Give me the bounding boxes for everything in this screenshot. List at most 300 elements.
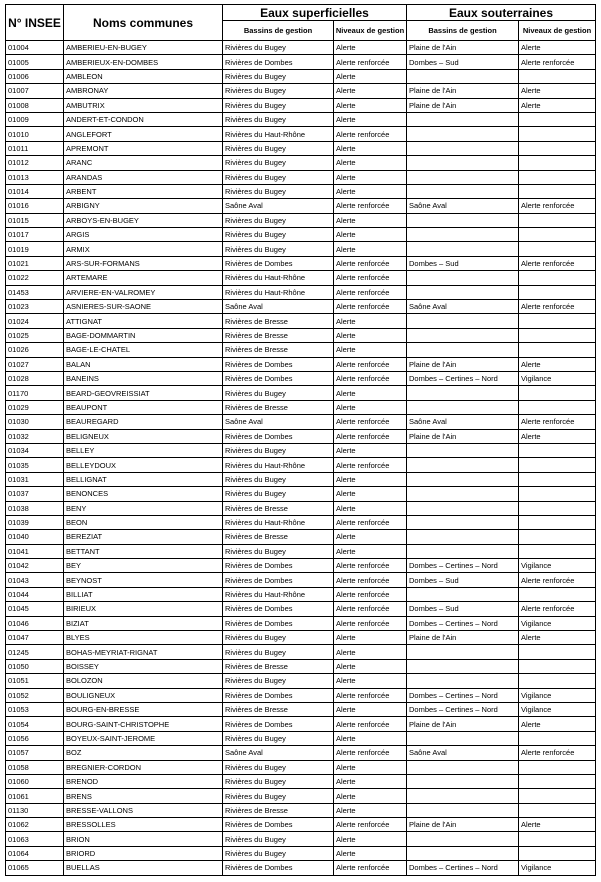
cell-underground-bassin: Dombes – Certines – Nord: [407, 616, 519, 630]
table-row: [6, 602, 596, 616]
cell-insee: 01016: [6, 199, 64, 213]
table-row: [6, 631, 596, 645]
cell-underground-bassin: [407, 515, 519, 529]
cell-commune: BEAUREGARD: [64, 415, 223, 429]
cell-underground-bassin: Dombes – Certines – Nord: [407, 702, 519, 716]
table-row: [6, 803, 596, 817]
table-row: [6, 688, 596, 702]
cell-surface-niveau: Alerte: [334, 789, 407, 803]
cell-insee: 01061: [6, 789, 64, 803]
table-row: [6, 429, 596, 443]
cell-surface-niveau: Alerte renforcée: [334, 559, 407, 573]
cell-surface-niveau: Alerte: [334, 184, 407, 198]
cell-surface-bassin: Rivières de Bresse: [223, 803, 334, 817]
cell-surface-niveau: Alerte renforcée: [334, 415, 407, 429]
cell-surface-bassin: Rivières de Dombes: [223, 717, 334, 731]
cell-underground-niveau: [519, 213, 596, 227]
cell-underground-niveau: Alerte renforcée: [519, 602, 596, 616]
cell-underground-niveau: Alerte renforcée: [519, 256, 596, 270]
table-row: [6, 41, 596, 55]
table-body: [6, 41, 596, 876]
table-row: [6, 861, 596, 875]
cell-underground-niveau: [519, 156, 596, 170]
cell-surface-bassin: Rivières du Bugey: [223, 141, 334, 155]
cell-underground-niveau: Alerte: [519, 818, 596, 832]
cell-insee: 01056: [6, 731, 64, 745]
cell-commune: BAGE-LE-CHATEL: [64, 343, 223, 357]
cell-commune: BOZ: [64, 746, 223, 760]
cell-underground-bassin: Dombes – Sud: [407, 602, 519, 616]
cell-commune: ARGIS: [64, 228, 223, 242]
cell-underground-bassin: [407, 69, 519, 83]
cell-surface-bassin: Rivières du Bugey: [223, 674, 334, 688]
table-container: [5, 4, 596, 876]
cell-insee: 01009: [6, 112, 64, 126]
cell-surface-bassin: Rivières du Haut-Rhône: [223, 515, 334, 529]
cell-insee: 01015: [6, 213, 64, 227]
cell-commune: BOULIGNEUX: [64, 688, 223, 702]
cell-underground-niveau: [519, 271, 596, 285]
cell-underground-bassin: Plaine de l'Ain: [407, 631, 519, 645]
cell-insee: 01053: [6, 702, 64, 716]
cell-commune: BUELLAS: [64, 861, 223, 875]
table-row: [6, 400, 596, 414]
table-row: [6, 515, 596, 529]
cell-surface-niveau: Alerte: [334, 774, 407, 788]
cell-commune: BELIGNEUX: [64, 429, 223, 443]
table-row: [6, 127, 596, 141]
cell-underground-niveau: [519, 285, 596, 299]
table-row: [6, 487, 596, 501]
cell-underground-bassin: [407, 803, 519, 817]
cell-underground-bassin: Plaine de l'Ain: [407, 41, 519, 55]
cell-surface-niveau: Alerte renforcée: [334, 300, 407, 314]
cell-surface-niveau: Alerte renforcée: [334, 371, 407, 385]
table-row: [6, 141, 596, 155]
table-row: [6, 55, 596, 69]
cell-underground-bassin: [407, 443, 519, 457]
cell-surface-niveau: Alerte renforcée: [334, 127, 407, 141]
cell-insee: 01028: [6, 371, 64, 385]
cell-surface-bassin: Rivières du Bugey: [223, 731, 334, 745]
cell-surface-niveau: Alerte: [334, 386, 407, 400]
cell-underground-niveau: [519, 803, 596, 817]
cell-commune: ARS-SUR-FORMANS: [64, 256, 223, 270]
cell-surface-bassin: Rivières du Bugey: [223, 846, 334, 860]
cell-surface-bassin: Rivières du Bugey: [223, 631, 334, 645]
header-surface-waters: Eaux superficielles: [223, 5, 407, 21]
table-row: [6, 271, 596, 285]
cell-surface-bassin: Rivières du Bugey: [223, 760, 334, 774]
table-row: [6, 84, 596, 98]
cell-surface-bassin: Rivières du Bugey: [223, 774, 334, 788]
cell-underground-bassin: [407, 141, 519, 155]
cell-insee: 01037: [6, 487, 64, 501]
cell-underground-bassin: Plaine de l'Ain: [407, 818, 519, 832]
table-row: [6, 69, 596, 83]
cell-underground-niveau: Alerte: [519, 631, 596, 645]
cell-surface-niveau: Alerte: [334, 645, 407, 659]
cell-surface-niveau: Alerte renforcée: [334, 688, 407, 702]
cell-surface-bassin: Rivières de Dombes: [223, 357, 334, 371]
cell-underground-niveau: Vigilance: [519, 688, 596, 702]
cell-commune: BEAUPONT: [64, 400, 223, 414]
cell-underground-bassin: [407, 789, 519, 803]
table-row: [6, 156, 596, 170]
cell-surface-bassin: Rivières du Bugey: [223, 41, 334, 55]
cell-surface-niveau: Alerte renforcée: [334, 429, 407, 443]
cell-insee: 01029: [6, 400, 64, 414]
cell-commune: BOYEUX-SAINT-JEROME: [64, 731, 223, 745]
cell-underground-niveau: Alerte: [519, 98, 596, 112]
cell-underground-bassin: [407, 386, 519, 400]
cell-underground-niveau: Alerte renforcée: [519, 746, 596, 760]
cell-underground-bassin: [407, 242, 519, 256]
table-row: [6, 343, 596, 357]
header-underground-niveaux: Niveaux de gestion: [519, 21, 596, 41]
cell-surface-bassin: Rivières de Dombes: [223, 573, 334, 587]
table-row: [6, 285, 596, 299]
cell-surface-bassin: Rivières de Dombes: [223, 429, 334, 443]
cell-surface-bassin: Rivières du Haut-Rhône: [223, 271, 334, 285]
cell-surface-niveau: Alerte renforcée: [334, 587, 407, 601]
cell-commune: BIZIAT: [64, 616, 223, 630]
cell-surface-bassin: Rivières de Dombes: [223, 616, 334, 630]
cell-insee: 01017: [6, 228, 64, 242]
cell-surface-niveau: Alerte: [334, 674, 407, 688]
cell-surface-niveau: Alerte renforcée: [334, 458, 407, 472]
cell-surface-bassin: Rivières du Bugey: [223, 98, 334, 112]
cell-insee: 01030: [6, 415, 64, 429]
cell-insee: 01024: [6, 314, 64, 328]
cell-surface-bassin: Rivières du Haut-Rhône: [223, 458, 334, 472]
table-header: [6, 5, 596, 41]
cell-underground-niveau: Alerte: [519, 41, 596, 55]
cell-underground-niveau: [519, 731, 596, 745]
header-communes: Noms communes: [64, 5, 223, 41]
cell-insee: 01014: [6, 184, 64, 198]
cell-commune: BETTANT: [64, 544, 223, 558]
cell-underground-niveau: Vigilance: [519, 559, 596, 573]
cell-underground-bassin: [407, 156, 519, 170]
cell-insee: 01012: [6, 156, 64, 170]
cell-surface-bassin: Rivières du Haut-Rhône: [223, 587, 334, 601]
table-row: [6, 386, 596, 400]
cell-surface-niveau: Alerte renforcée: [334, 573, 407, 587]
cell-underground-bassin: [407, 760, 519, 774]
cell-underground-niveau: [519, 386, 596, 400]
cell-surface-bassin: Rivières du Bugey: [223, 170, 334, 184]
cell-insee: 01008: [6, 98, 64, 112]
cell-insee: 01034: [6, 443, 64, 457]
cell-insee: 01007: [6, 84, 64, 98]
table-row: [6, 170, 596, 184]
cell-underground-bassin: Saône Aval: [407, 300, 519, 314]
header-underground-waters: Eaux souterraines: [407, 5, 596, 21]
cell-commune: BOLOZON: [64, 674, 223, 688]
cell-underground-bassin: [407, 587, 519, 601]
cell-commune: BRENS: [64, 789, 223, 803]
table-row: [6, 357, 596, 371]
cell-underground-niveau: [519, 645, 596, 659]
table-row: [6, 616, 596, 630]
cell-insee: 01010: [6, 127, 64, 141]
cell-commune: ARBENT: [64, 184, 223, 198]
cell-underground-niveau: [519, 443, 596, 457]
cell-commune: AMBRONAY: [64, 84, 223, 98]
cell-surface-niveau: Alerte: [334, 400, 407, 414]
header-surface-niveaux: Niveaux de gestion: [334, 21, 407, 41]
cell-insee: 01019: [6, 242, 64, 256]
cell-commune: BILLIAT: [64, 587, 223, 601]
cell-insee: 01026: [6, 343, 64, 357]
cell-insee: 01064: [6, 846, 64, 860]
cell-commune: BLYES: [64, 631, 223, 645]
cell-commune: AMBLEON: [64, 69, 223, 83]
cell-surface-niveau: Alerte: [334, 228, 407, 242]
cell-insee: 01050: [6, 659, 64, 673]
cell-insee: 01022: [6, 271, 64, 285]
cell-underground-bassin: [407, 674, 519, 688]
cell-surface-bassin: Rivières du Bugey: [223, 472, 334, 486]
cell-surface-bassin: Rivières du Bugey: [223, 69, 334, 83]
table-row: [6, 300, 596, 314]
cell-underground-niveau: [519, 544, 596, 558]
cell-surface-niveau: Alerte renforcée: [334, 861, 407, 875]
cell-insee: 01038: [6, 501, 64, 515]
cell-underground-niveau: Vigilance: [519, 861, 596, 875]
cell-underground-bassin: Plaine de l'Ain: [407, 84, 519, 98]
cell-underground-bassin: [407, 530, 519, 544]
cell-surface-niveau: Alerte: [334, 731, 407, 745]
cell-insee: 01011: [6, 141, 64, 155]
cell-insee: 01042: [6, 559, 64, 573]
cell-surface-niveau: Alerte: [334, 328, 407, 342]
cell-surface-niveau: Alerte renforcée: [334, 818, 407, 832]
cell-surface-bassin: Rivières du Bugey: [223, 213, 334, 227]
cell-surface-niveau: Alerte: [334, 69, 407, 83]
cell-insee: 01021: [6, 256, 64, 270]
cell-surface-niveau: Alerte: [334, 631, 407, 645]
cell-surface-bassin: Rivières de Dombes: [223, 861, 334, 875]
cell-underground-bassin: [407, 127, 519, 141]
table-row: [6, 472, 596, 486]
cell-underground-niveau: [519, 170, 596, 184]
cell-underground-bassin: [407, 832, 519, 846]
cell-commune: BALAN: [64, 357, 223, 371]
cell-surface-bassin: Saône Aval: [223, 415, 334, 429]
cell-surface-niveau: Alerte: [334, 443, 407, 457]
cell-surface-niveau: Alerte renforcée: [334, 602, 407, 616]
cell-insee: 01046: [6, 616, 64, 630]
cell-surface-bassin: Rivières du Bugey: [223, 443, 334, 457]
cell-underground-bassin: [407, 774, 519, 788]
table-row: [6, 443, 596, 457]
table-row: [6, 746, 596, 760]
table-row: [6, 846, 596, 860]
cell-surface-bassin: Rivières de Bresse: [223, 343, 334, 357]
cell-surface-niveau: Alerte renforcée: [334, 616, 407, 630]
cell-underground-bassin: [407, 400, 519, 414]
cell-underground-bassin: Plaine de l'Ain: [407, 98, 519, 112]
cell-underground-bassin: [407, 659, 519, 673]
cell-underground-bassin: [407, 458, 519, 472]
cell-underground-niveau: [519, 587, 596, 601]
cell-underground-bassin: Dombes – Certines – Nord: [407, 371, 519, 385]
cell-surface-niveau: Alerte: [334, 170, 407, 184]
cell-commune: BELLEYDOUX: [64, 458, 223, 472]
header-surface-bassins: Bassins de gestion: [223, 21, 334, 41]
cell-surface-bassin: Rivières du Bugey: [223, 184, 334, 198]
cell-underground-niveau: Vigilance: [519, 371, 596, 385]
cell-surface-bassin: Rivières de Dombes: [223, 818, 334, 832]
cell-insee: 01052: [6, 688, 64, 702]
cell-insee: 01245: [6, 645, 64, 659]
table-row: [6, 731, 596, 745]
table-row: [6, 559, 596, 573]
cell-insee: 01032: [6, 429, 64, 443]
cell-commune: ARBIGNY: [64, 199, 223, 213]
cell-insee: 01004: [6, 41, 64, 55]
cell-underground-niveau: [519, 659, 596, 673]
cell-insee: 01065: [6, 861, 64, 875]
cell-surface-niveau: Alerte renforcée: [334, 357, 407, 371]
cell-underground-bassin: Dombes – Sud: [407, 55, 519, 69]
cell-underground-bassin: [407, 213, 519, 227]
table-row: [6, 501, 596, 515]
cell-commune: AMBUTRIX: [64, 98, 223, 112]
cell-underground-niveau: [519, 501, 596, 515]
cell-underground-bassin: [407, 846, 519, 860]
cell-underground-bassin: Plaine de l'Ain: [407, 429, 519, 443]
cell-underground-niveau: [519, 760, 596, 774]
table-row: [6, 832, 596, 846]
cell-underground-bassin: [407, 285, 519, 299]
cell-surface-niveau: Alerte: [334, 84, 407, 98]
cell-insee: 01062: [6, 818, 64, 832]
cell-insee: 01041: [6, 544, 64, 558]
cell-insee: 01005: [6, 55, 64, 69]
cell-commune: BRESSE-VALLONS: [64, 803, 223, 817]
cell-underground-bassin: [407, 472, 519, 486]
cell-surface-niveau: Alerte: [334, 487, 407, 501]
cell-surface-niveau: Alerte: [334, 760, 407, 774]
table-row: [6, 530, 596, 544]
cell-underground-niveau: Alerte renforcée: [519, 573, 596, 587]
cell-insee: 01023: [6, 300, 64, 314]
cell-surface-niveau: Alerte: [334, 530, 407, 544]
cell-surface-niveau: Alerte: [334, 98, 407, 112]
table-row: [6, 415, 596, 429]
cell-insee: 01043: [6, 573, 64, 587]
cell-commune: BEON: [64, 515, 223, 529]
cell-underground-niveau: Alerte renforcée: [519, 55, 596, 69]
table-row: [6, 674, 596, 688]
cell-commune: BANEINS: [64, 371, 223, 385]
cell-underground-niveau: [519, 400, 596, 414]
cell-surface-niveau: Alerte: [334, 832, 407, 846]
cell-surface-niveau: Alerte: [334, 156, 407, 170]
cell-surface-niveau: Alerte renforcée: [334, 271, 407, 285]
cell-surface-niveau: Alerte renforcée: [334, 285, 407, 299]
cell-surface-bassin: Rivières de Bresse: [223, 530, 334, 544]
cell-commune: BENONCES: [64, 487, 223, 501]
cell-insee: 01013: [6, 170, 64, 184]
table-row: [6, 789, 596, 803]
cell-underground-niveau: [519, 530, 596, 544]
cell-underground-niveau: [519, 112, 596, 126]
cell-commune: BAGE-DOMMARTIN: [64, 328, 223, 342]
cell-underground-bassin: [407, 112, 519, 126]
cell-commune: BOURG-SAINT-CHRISTOPHE: [64, 717, 223, 731]
cell-surface-bassin: Rivières de Bresse: [223, 659, 334, 673]
cell-surface-niveau: Alerte: [334, 41, 407, 55]
cell-underground-niveau: Alerte: [519, 357, 596, 371]
cell-surface-bassin: Rivières du Haut-Rhône: [223, 127, 334, 141]
cell-insee: 01040: [6, 530, 64, 544]
cell-underground-niveau: [519, 228, 596, 242]
cell-surface-bassin: Rivières du Bugey: [223, 789, 334, 803]
cell-underground-niveau: [519, 184, 596, 198]
cell-insee: 01006: [6, 69, 64, 83]
cell-underground-bassin: [407, 184, 519, 198]
table-row: [6, 717, 596, 731]
cell-underground-bassin: Saône Aval: [407, 746, 519, 760]
cell-commune: ARVIERE-EN-VALROMEY: [64, 285, 223, 299]
cell-underground-niveau: [519, 127, 596, 141]
cell-surface-bassin: Rivières du Bugey: [223, 487, 334, 501]
cell-surface-bassin: Rivières du Haut-Rhône: [223, 285, 334, 299]
cell-surface-niveau: Alerte renforcée: [334, 256, 407, 270]
table-row: [6, 242, 596, 256]
cell-surface-bassin: Rivières de Dombes: [223, 688, 334, 702]
cell-commune: AMBERIEU-EN-BUGEY: [64, 41, 223, 55]
cell-surface-bassin: Rivières de Dombes: [223, 55, 334, 69]
cell-commune: BREGNIER-CORDON: [64, 760, 223, 774]
cell-underground-bassin: [407, 343, 519, 357]
cell-underground-bassin: [407, 544, 519, 558]
table-row: [6, 213, 596, 227]
cell-commune: BOHAS-MEYRIAT-RIGNAT: [64, 645, 223, 659]
cell-underground-bassin: Dombes – Sud: [407, 573, 519, 587]
table-row: [6, 314, 596, 328]
cell-underground-niveau: [519, 774, 596, 788]
cell-underground-niveau: [519, 487, 596, 501]
cell-underground-niveau: Alerte renforcée: [519, 300, 596, 314]
cell-commune: ASNIERES-SUR-SAONE: [64, 300, 223, 314]
cell-insee: 01063: [6, 832, 64, 846]
cell-surface-bassin: Saône Aval: [223, 746, 334, 760]
cell-underground-bassin: [407, 501, 519, 515]
cell-surface-bassin: Rivières de Bresse: [223, 501, 334, 515]
cell-surface-bassin: Rivières de Dombes: [223, 371, 334, 385]
cell-insee: 01027: [6, 357, 64, 371]
table-row: [6, 184, 596, 198]
cell-surface-niveau: Alerte renforcée: [334, 199, 407, 213]
cell-commune: BEY: [64, 559, 223, 573]
cell-surface-niveau: Alerte: [334, 702, 407, 716]
cell-commune: AMBERIEUX-EN-DOMBES: [64, 55, 223, 69]
cell-underground-niveau: Alerte renforcée: [519, 199, 596, 213]
cell-insee: 01035: [6, 458, 64, 472]
cell-surface-bassin: Rivières de Bresse: [223, 314, 334, 328]
table-row: [6, 760, 596, 774]
cell-underground-niveau: [519, 458, 596, 472]
cell-commune: APREMONT: [64, 141, 223, 155]
cell-underground-bassin: Dombes – Certines – Nord: [407, 559, 519, 573]
cell-surface-bassin: Rivières de Bresse: [223, 400, 334, 414]
cell-underground-niveau: Alerte: [519, 84, 596, 98]
